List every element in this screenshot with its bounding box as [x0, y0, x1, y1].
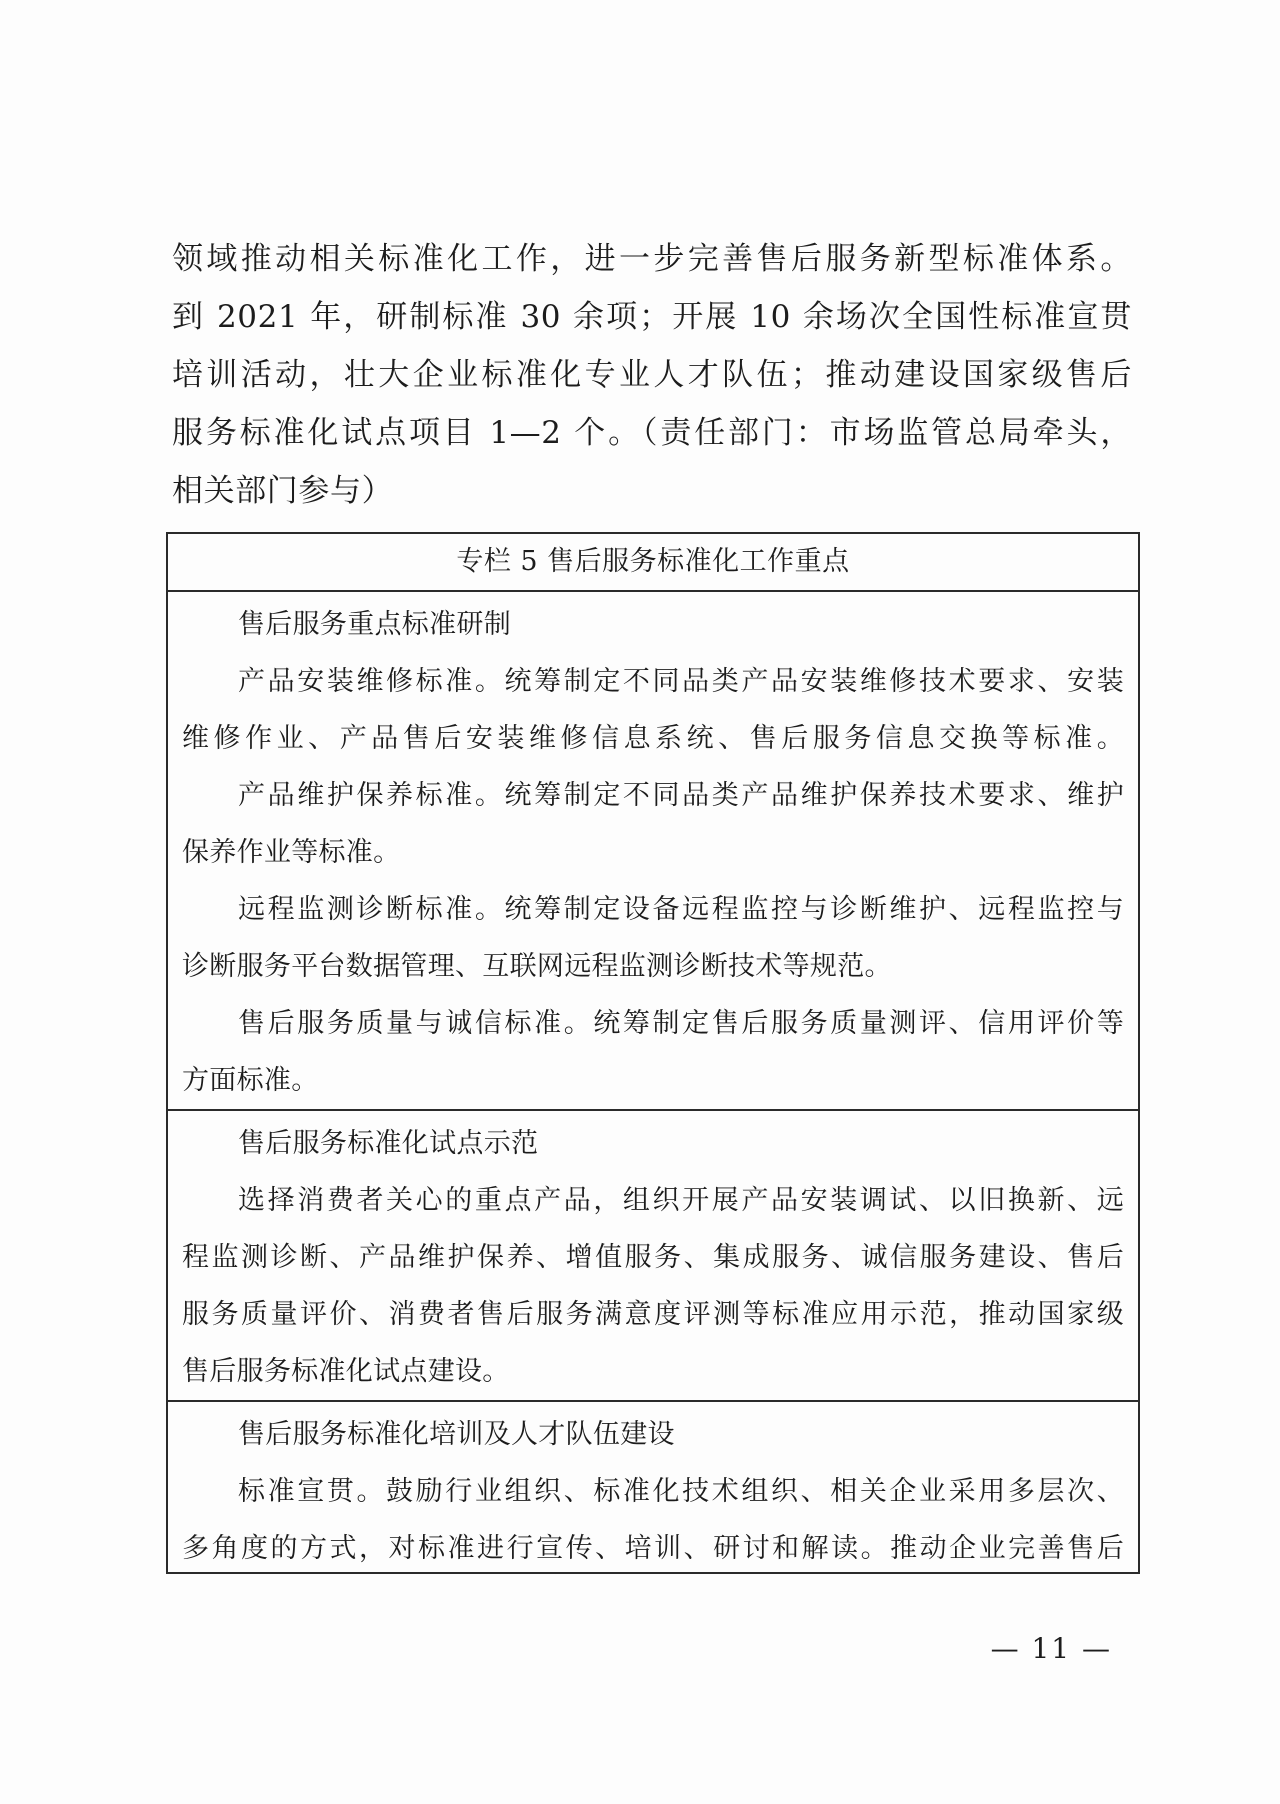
intro-line: 服务标准化试点项目 1—2 个。（责任部门：市场监管总局牵头，	[172, 415, 1132, 451]
section-heading: 售后服务重点标准研制	[238, 609, 511, 640]
page-number: — 11 —	[990, 1632, 1112, 1665]
section-line: 远程监测诊断标准。统筹制定设备远程监控与诊断维护、远程监控与	[238, 894, 1124, 925]
intro-line: 培训活动，壮大企业标准化专业人才队伍；推动建设国家级售后	[172, 357, 1132, 393]
section-line: 程监测诊断、产品维护保养、增值服务、集成服务、诚信服务建设、售后	[182, 1242, 1124, 1273]
section-line: 售后服务质量与诚信标准。统筹制定售后服务质量测评、信用评价等	[238, 1008, 1124, 1039]
section-line: 售后服务标准化试点建设。	[182, 1356, 510, 1387]
box-section-training	[168, 1402, 1138, 1577]
section-line: 选择消费者关心的重点产品，组织开展产品安装调试、以旧换新、远	[238, 1185, 1124, 1216]
section-line: 多角度的方式，对标准进行宣传、培训、研讨和解读。推动企业完善售后	[182, 1533, 1124, 1564]
section-line: 诊断服务平台数据管理、互联网远程监测诊断技术等规范。	[182, 951, 892, 982]
section-line: 服务质量评价、消费者售后服务满意度评测等标准应用示范，推动国家级	[182, 1299, 1124, 1330]
intro-line: 相关部门参与）	[172, 473, 394, 509]
section-line: 产品安装维修标准。统筹制定不同品类产品安装维修技术要求、安装	[238, 666, 1124, 697]
section-line: 维修作业、产品售后安装维修信息系统、售后服务信息交换等标准。	[182, 723, 1124, 754]
intro-line: 到 2021 年，研制标准 30 余项；开展 10 余场次全国性标准宣贯	[172, 299, 1132, 335]
column-box	[166, 532, 1140, 1574]
section-line: 标准宣贯。鼓励行业组织、标准化技术组织、相关企业采用多层次、	[238, 1476, 1124, 1507]
section-heading: 售后服务标准化试点示范	[238, 1128, 539, 1159]
section-line: 产品维护保养标准。统筹制定不同品类产品维护保养技术要求、维护	[238, 780, 1124, 811]
section-line: 保养作业等标准。	[182, 837, 401, 868]
box-section-pilot	[168, 1111, 1138, 1402]
section-line: 方面标准。	[182, 1065, 319, 1096]
intro-paragraph	[172, 230, 1132, 520]
section-heading: 售后服务标准化培训及人才队伍建设	[238, 1419, 675, 1450]
box-section-standards	[168, 592, 1138, 1111]
column-box-title: 专栏 5 售后服务标准化工作重点	[168, 534, 1138, 592]
intro-line: 领域推动相关标准化工作，进一步完善售后服务新型标准体系。	[172, 241, 1132, 277]
